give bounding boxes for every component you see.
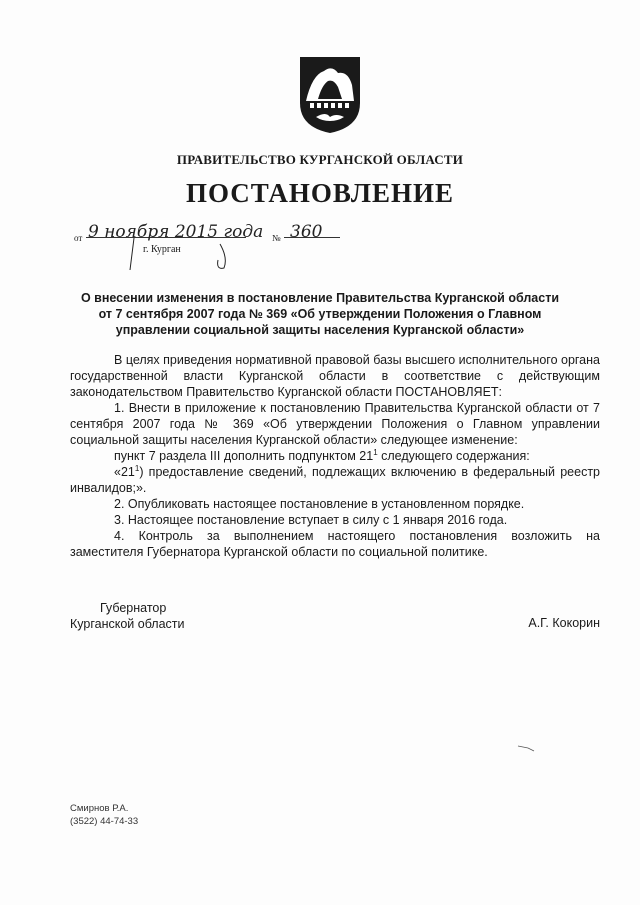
executor-name: Смирнов Р.А.	[70, 803, 129, 814]
item-1-paragraph: 1. Внести в приложение к постановлению Правительства Курганской области от 7 сентября 2007 года № 369 «Об утверждении Положения о Главном управлении социальной защиты населения Курганской области» следующее изменение:	[70, 401, 600, 447]
document-body	[70, 352, 600, 560]
scan-mark	[516, 744, 536, 752]
kurgan-coat-of-arms-icon	[298, 55, 362, 135]
signatory-position-line: Курганской области	[70, 617, 185, 631]
item-1-subpoint	[70, 448, 600, 464]
item-1-quote	[70, 464, 600, 496]
subpoint-superscript: 1	[373, 447, 378, 457]
preamble-paragraph: В целях приведения нормативной правовой базы высшего исполнительного органа государственной власти Курганской области в соответствие с действующим законодательством Правительство Курганской области ПОСТАНОВЛЯЕТ:	[70, 353, 600, 399]
signatory-position	[70, 600, 185, 632]
handwritten-number: 360	[290, 222, 323, 242]
item-2-paragraph: 2. Опубликовать настоящее постановление в установленном порядке.	[114, 497, 525, 511]
city-name: г. Курган	[143, 244, 181, 255]
signatory-name: А.Г. Кокорин	[528, 616, 600, 630]
executor-phone: (3522) 44-74-33	[70, 816, 139, 827]
handwritten-date: 9 ноября 2015 года	[88, 222, 264, 242]
subject-line: О внесении изменения в постановление Правительства Курганской области	[80, 291, 560, 305]
government-name: ПРАВИТЕЛЬСТВО КУРГАНСКОЙ ОБЛАСТИ	[176, 152, 464, 167]
quote-superscript: 1	[134, 463, 140, 473]
quote-text: «21	[114, 465, 135, 479]
quote-text-end: ) предоставление сведений, подлежащих включению в федеральный реестр инвалидов;».	[70, 465, 600, 495]
subpoint-text: пункт 7 раздела III дополнить подпунктом 21	[114, 449, 374, 463]
subject-line: от 7 сентября 2007 года № 369 «Об утверждении Положения о Главном	[98, 307, 542, 321]
item-4-paragraph: 4. Контроль за выполнением настоящего постановления возложить на заместителя Губернатора Курганской области по социальной политике.	[70, 529, 600, 559]
executor-info	[70, 802, 138, 828]
document-subject	[70, 290, 570, 338]
document-title: ПОСТАНОВЛЕНИЕ	[185, 178, 455, 208]
date-from-label: от	[74, 233, 83, 243]
subpoint-text-end: следующего содержания:	[377, 449, 530, 463]
subject-line: управлении социальной защиты населения Курганской области»	[115, 323, 525, 337]
signatory-position-line: Губернатор	[100, 601, 167, 615]
item-3-paragraph: 3. Настоящее постановление вступает в силу с 1 января 2016 года.	[114, 513, 508, 527]
number-label: №	[272, 233, 281, 243]
